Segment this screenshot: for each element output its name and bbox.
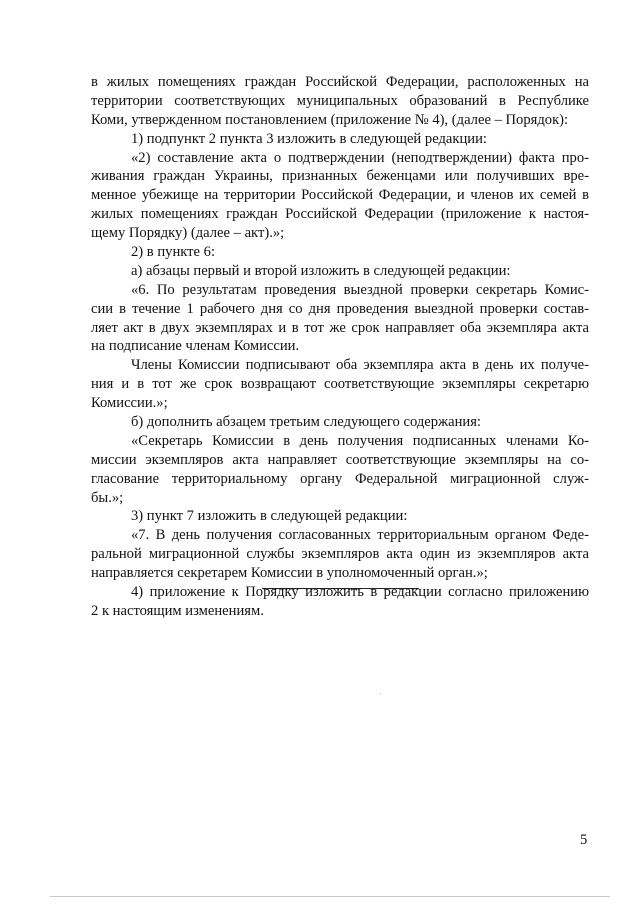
text-line: территории соответствующих муниципальных образований в Республике xyxy=(91,92,589,109)
text-line: Коми, утвержденном постановлением (приложение № 4), (далее – Порядок): xyxy=(91,111,569,128)
text-line: Комиссии.»; xyxy=(91,395,168,412)
scan-speck xyxy=(380,693,381,694)
text-line: жилых помещениях граждан Российской Федерации (приложение к настоя- xyxy=(91,206,589,223)
text-line: «2) составление акта о подтверждении (неподтверждении) факта про- xyxy=(131,149,589,166)
text-line: направляется секретарем Комиссии в уполномоченный орган.»; xyxy=(91,565,488,582)
text-line: бы.»; xyxy=(91,489,124,506)
end-separator-line xyxy=(262,588,419,589)
text-line: миссии экземпляров акта направляет соответствующие экземпляры на со- xyxy=(91,451,589,468)
text-line: а) абзацы первый и второй изложить в следующей редакции: xyxy=(131,262,511,279)
text-line: живания граждан Украины, признанных беженцами или получивших вре- xyxy=(91,168,589,185)
document-body xyxy=(91,73,589,621)
text-line: в жилых помещениях граждан Российской Федерации, расположенных на xyxy=(91,74,589,90)
text-line: 1) подпункт 2 пункта 3 изложить в следующей редакции: xyxy=(131,130,487,147)
text-line: Члены Комиссии подписывают оба экземпляра акта в день их получе- xyxy=(131,357,589,374)
text-line: ральной миграционной службы экземпляров акта один из экземпляров акта xyxy=(91,546,589,563)
text-line: менное убежище на территории Российской Федерации, и членов их семей в xyxy=(91,187,589,204)
text-line: 2) в пункте 6: xyxy=(131,244,216,261)
text-line: на подписание членам Комиссии. xyxy=(91,338,300,355)
text-line: 4) приложение к Порядку изложить в редакции согласно приложению xyxy=(131,584,589,601)
scan-bottom-edge xyxy=(50,896,610,897)
text-line: 2 к настоящим изменениям. xyxy=(91,602,264,619)
text-line: «Секретарь Комиссии в день получения подписанных членами Ко- xyxy=(131,432,589,449)
text-line: б) дополнить абзацем третьим следующего содержания: xyxy=(131,414,481,431)
text-line: «6. По результатам проведения выездной проверки секретарь Комис- xyxy=(131,281,589,298)
text-line: сии в течение 1 рабочего дня со дня проведения выездной проверки состав- xyxy=(91,300,589,317)
text-line: 3) пункт 7 изложить в следующей редакции: xyxy=(131,508,408,525)
text-line: щему Порядку) (далее – акт).»; xyxy=(91,225,285,242)
text-line: «7. В день получения согласованных территориальным органом Феде- xyxy=(131,527,589,544)
page-number: 5 xyxy=(580,832,588,848)
text-line: гласование территориальному органу Федеральной миграционной служ- xyxy=(91,470,589,487)
text-line: ляет акт в двух экземплярах и в тот же срок направляет оба экземпляра акта xyxy=(91,319,589,336)
text-line: ния и в тот же срок возвращают соответствующие экземпляры секретарю xyxy=(91,376,589,393)
